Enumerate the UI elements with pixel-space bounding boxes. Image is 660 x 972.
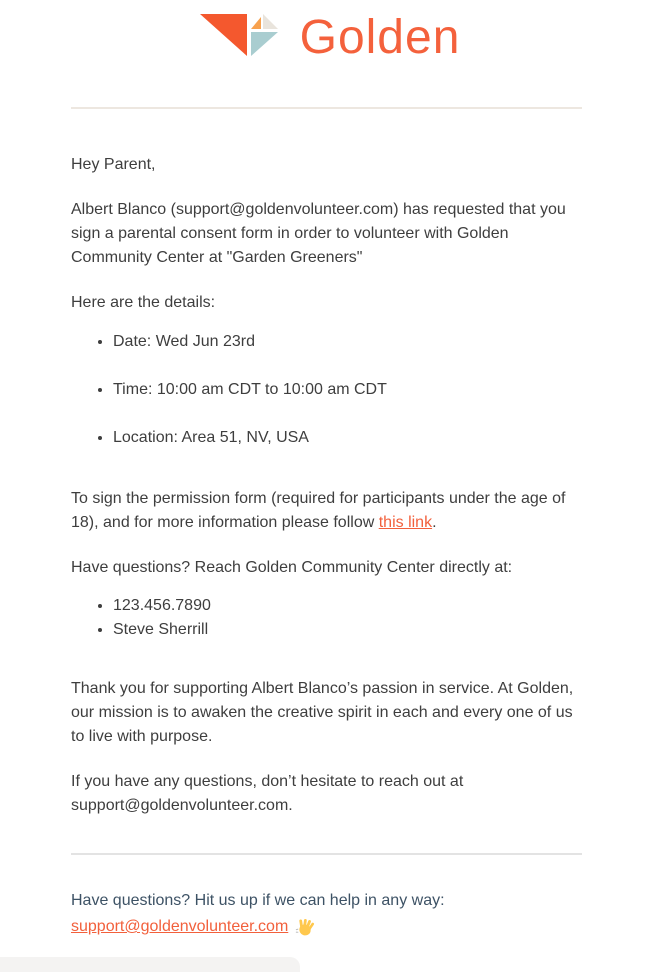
detail-time: • Time: 10:00 am CDT to 10:00 am CDT [113,378,585,402]
email-body [0,153,660,818]
golden-logo-icon [200,12,284,64]
contact-phone: • 123.456.7890 [113,594,585,618]
permission-paragraph [71,487,585,535]
greeting-text: Hey Parent, [71,156,156,173]
reach-out-paragraph: If you have any questions, don’t hesitate to reach out at support@goldenvolunteer.com. [71,773,464,814]
footer [71,888,585,940]
footer-divider [71,853,582,855]
page-edge [0,957,300,972]
footer-question: Have questions? Hit us up if we can help in any way: [71,892,445,909]
support-email-link[interactable]: support@goldenvolunteer.com [71,918,289,935]
intro-paragraph: Albert Blanco (support@goldenvolunteer.com) has requested that you sign a parental consent form in order to volunteer with Golden Community Center at "Garden Greeners" [71,201,566,266]
contact-list [71,594,585,642]
detail-location: • Location: Area 51, NV, USA [113,426,585,450]
details-heading: Here are the details: [71,294,216,311]
contact-heading: Have questions? Reach Golden Community Center directly at: [71,559,513,576]
permission-form-link[interactable]: this link [378,514,433,531]
detail-date: • Date: Wed Jun 23rd [113,330,585,354]
thanks-paragraph: Thank you for supporting Albert Blanco’s passion in service. At Golden, our mission is to awaken the creative spirit in each and every one of us to live with purpose. [71,680,574,745]
event-details-list [71,330,585,450]
waving-hand-icon [295,917,316,938]
permission-text-after: . [432,514,437,531]
top-divider [71,107,582,109]
header [0,0,660,64]
golden-wordmark: Golden [299,11,461,64]
permission-text-before: To sign the permission form (required for participants under the age of 18), and for more information please follow [71,490,566,531]
contact-person: • Steve Sherrill [113,618,585,642]
